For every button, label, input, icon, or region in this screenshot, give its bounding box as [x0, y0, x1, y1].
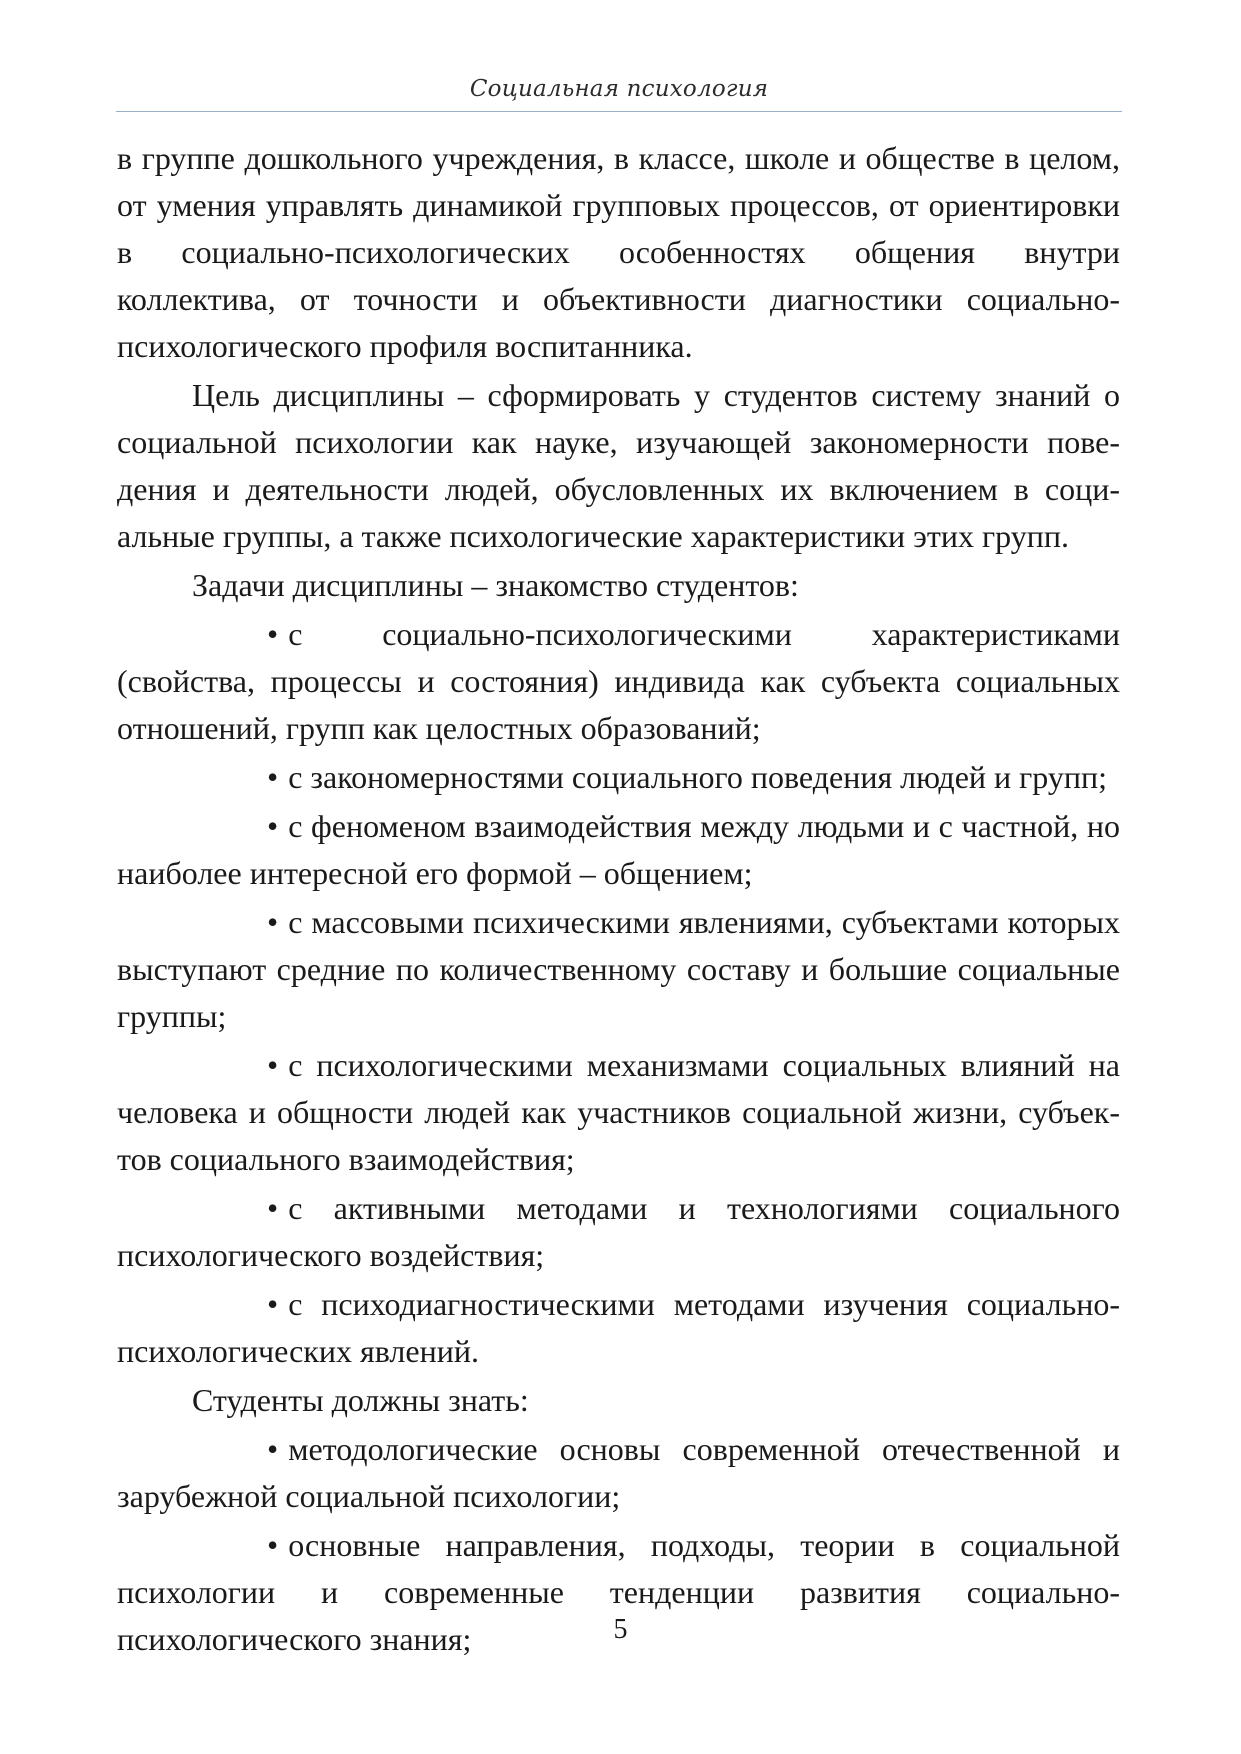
list-item: [117, 1426, 1120, 1520]
list-item: [117, 1042, 1120, 1183]
header-rule: [116, 111, 1122, 112]
body-text: [117, 135, 1120, 1663]
bullet-icon: •: [267, 616, 279, 652]
list-item: [117, 754, 1120, 801]
paragraph: Цель дисциплины – сформировать у студентов систему знаний о социальной психологии как науке, изучающей закономерности поведения и деятельности людей, обусловленных их включением в социальные группы, а также психологические характеристики этих групп.: [117, 377, 1120, 554]
list-item-text: методологические основы современной отечественной и зарубежной социальной психологии;: [117, 1431, 1120, 1514]
bullet-icon: •: [267, 1527, 279, 1563]
list-item: [117, 611, 1120, 752]
list-item-text: с психодиагностическими методами изучения социально-психологических явлений.: [117, 1286, 1120, 1369]
bullet-icon: •: [267, 904, 279, 940]
list-item-text: с активными методами и технологиями социального психологического воздействия;: [117, 1190, 1120, 1273]
list-item: [117, 1281, 1120, 1375]
page-number: 5: [613, 1614, 628, 1645]
list-item-text: с психологическими механизмами социальных влияний на человека и общности людей как участников социальной жизни, субъектов социального взаимодействия;: [117, 1047, 1120, 1177]
running-title: Социальная психология: [469, 76, 769, 102]
list-item-text: основные направления, подходы, теории в социальной психологии и современные тенденции развития социально-психологического знания;: [117, 1527, 1120, 1657]
list-item: [117, 1185, 1120, 1279]
list-item-text: с закономерностями социального поведения людей и групп;: [288, 759, 1107, 795]
bullet-icon: •: [267, 1047, 279, 1083]
bullet-icon: •: [267, 1431, 279, 1467]
list-item-text: с социально-психологическими характеристиками (свойства, процессы и состояния) индивида как субъекта социальных отношений, групп как целостных образований;: [117, 616, 1120, 746]
paragraph: Задачи дисциплины – знакомство студентов:: [192, 567, 799, 603]
paragraph: в группе дошкольного учреждения, в классе, школе и обществе в целом, от умения управлять динамикой групповых процессов, от ориентировки в социально-психологических особенностях общения внутри коллектива, от точности и объективности диагностики социально-психологического профиля воспитанника.: [117, 140, 1120, 364]
bullet-icon: •: [267, 1190, 279, 1226]
bullet-icon: •: [267, 759, 279, 795]
paragraph: Студенты должны знать:: [192, 1382, 529, 1418]
bullet-icon: •: [267, 1286, 279, 1322]
list-item: [117, 803, 1120, 897]
list-item-text: с феноменом взаимодействия между людьми и с частной, но наиболее интересной его формой – общением;: [117, 808, 1120, 891]
list-item-text: с массовыми психическими явлениями, субъектами которых выступают средние по количественному составу и большие социальные группы;: [117, 904, 1120, 1034]
list-item: [117, 899, 1120, 1040]
bullet-icon: •: [267, 808, 279, 844]
